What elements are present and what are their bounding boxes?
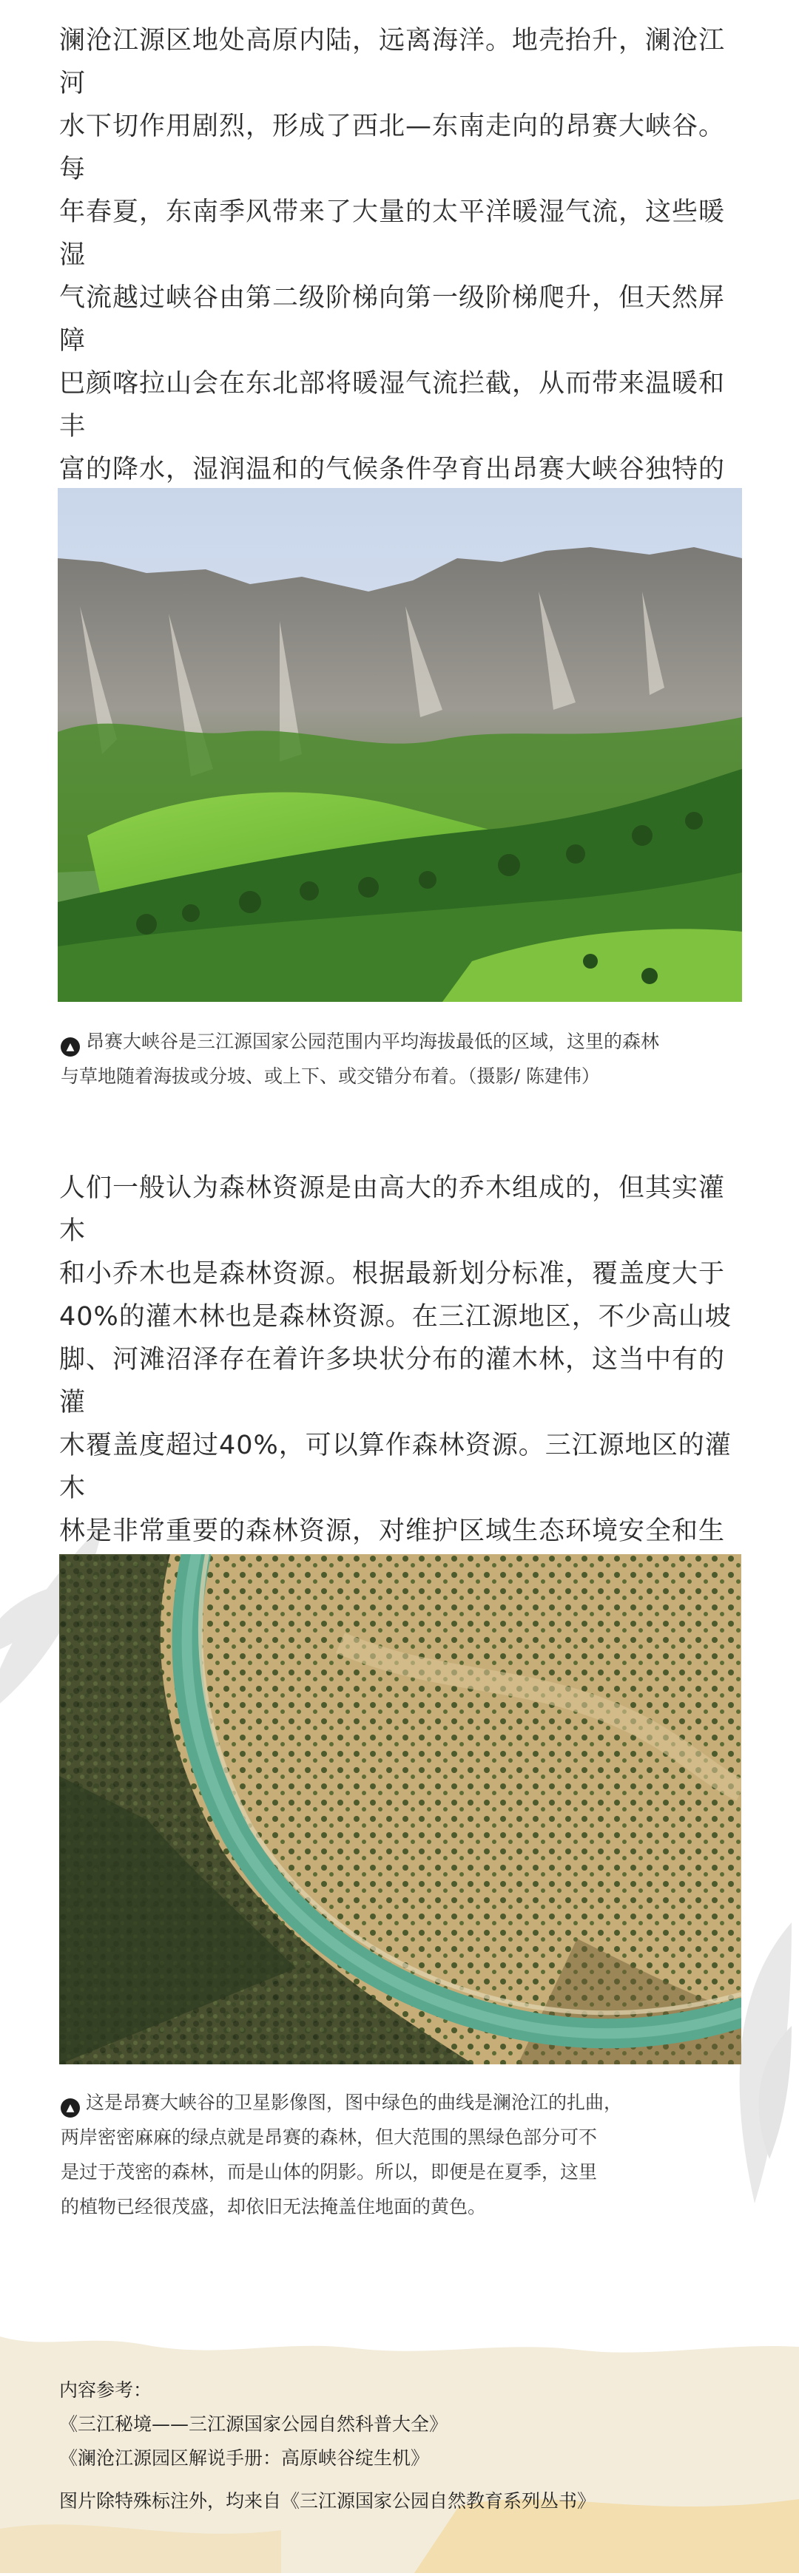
- references-block: [59, 2373, 755, 2518]
- paragraph-text: 澜沧江源区地处高原内陆，远离海洋。地壳抬升，澜沧江河 水下切作用剧烈，形成了西北—东南走向的昂赛大峡谷。每 年春夏，东南季风带来了大量的太平洋暖湿气流，这些暖湿 气流越过峡谷由第二级阶梯向第一级阶梯爬升，但天然屏障 巴颜喀拉山会在东北部将暖湿气流拦截，从而带来温暖和丰 富的降水，湿润温和的气候条件孕育出昂赛大峡谷独特的: [59, 26, 726, 484]
- reference-item: 《三江秘境——三江源国家公园自然科普大全》: [59, 2413, 448, 2435]
- caption-text: 昂赛大峡谷是三江源国家公园范围内平均海拔最低的区域，这里的森林 与草地随着海拔或分坡、或上下、或交错分布着。（摄影/ 陈建伟）: [61, 1031, 660, 1087]
- satellite-photo: [59, 1554, 741, 2064]
- satellite-river-image: [59, 1554, 741, 2064]
- satellite-caption: [61, 2085, 726, 2224]
- triangle-up-icon: ▲: [61, 1037, 80, 1057]
- reference-item: 《澜沧江源园区解说手册：高原峡谷绽生机》: [59, 2447, 430, 2469]
- caption-text: 这是昂赛大峡谷的卫星影像图，图中绿色的曲线是澜沧江的扎曲， 两岸密密麻麻的绿点就是昂赛的森林，但大范围的黑绿色部分可不 是过于茂密的森林，而是山体的阴影。所以，即便是在夏季，这里 的植物已经很茂盛，却依旧无法掩盖住地面的黄色。: [61, 2092, 623, 2217]
- image-credit: 图片除特殊标注外，均来自《三江源国家公园自然教育系列丛书》: [59, 2490, 596, 2512]
- mountain-grassland-image: [58, 488, 742, 1002]
- triangle-up-icon: ▲: [61, 2098, 80, 2118]
- photo-caption: [61, 1024, 726, 1094]
- canyon-photo: [58, 488, 742, 1002]
- references-heading: 内容参考：: [59, 2379, 152, 2401]
- paragraph-text: 人们一般认为森林资源是由高大的乔木组成的，但其实灌木 和小乔木也是森林资源。根据最新划分标准，覆盖度大于 40%的灌木林也是森林资源。在三江源地区，不少高山坡 脚、河滩沼泽存在着许多块状分布的灌木林，这当中有的灌 木覆盖度超过40%，可以算作森林资源。三江源地区的灌木 林是非常重要的森林资源，对维护区域生态环境安全和生: [59, 1173, 732, 1546]
